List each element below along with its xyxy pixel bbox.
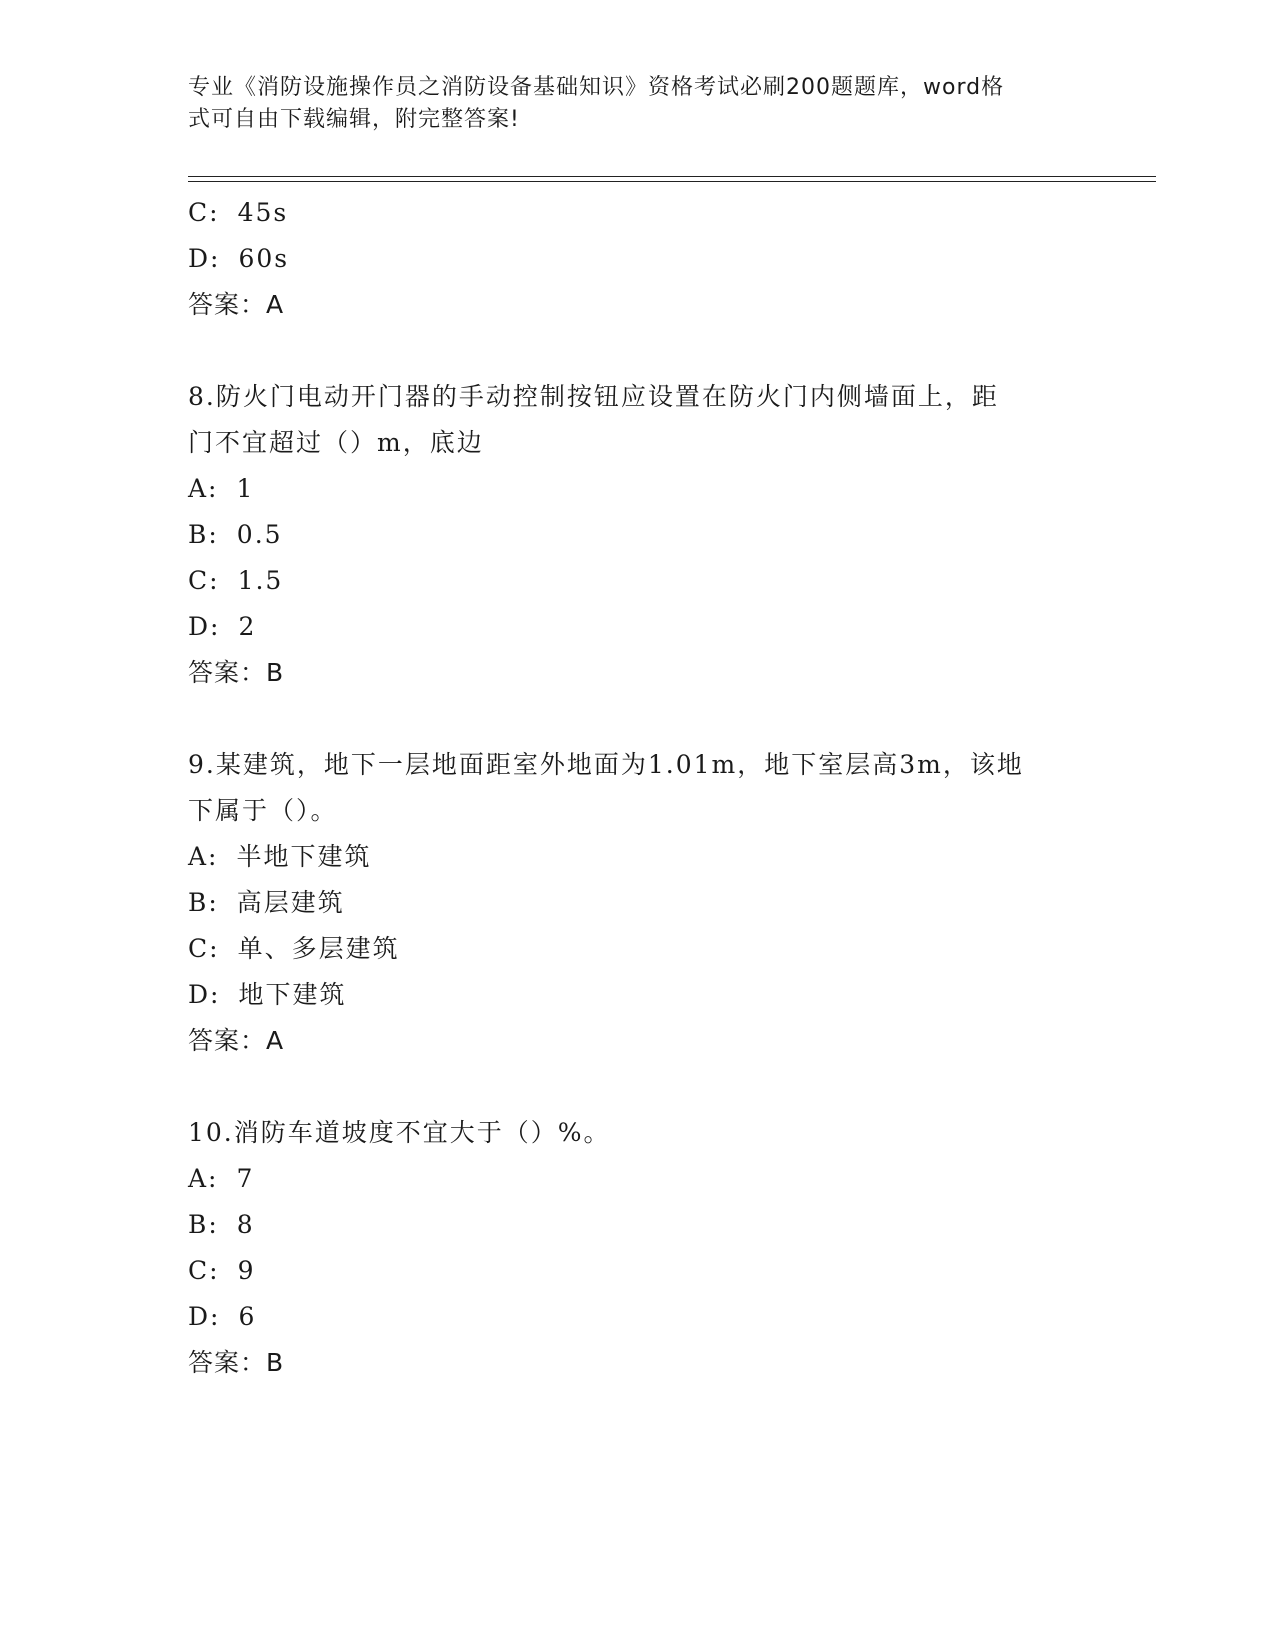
option-d [188, 1294, 1088, 1340]
option-label: D: [188, 244, 221, 273]
option-text: 1 [236, 474, 255, 503]
option-b [188, 880, 1088, 926]
option-text: 半地下建筑 [236, 842, 372, 871]
document-header [188, 72, 1068, 136]
option-text: 1.5 [237, 566, 284, 595]
option-text: 2 [238, 612, 257, 641]
answer-line: 答案：B [188, 1348, 285, 1377]
option-label: A: [188, 842, 219, 871]
option-d [188, 972, 1088, 1018]
option-label: B: [188, 520, 219, 549]
question-stem: 8.防火门电动开门器的手动控制按钮应设置在防火门内侧墙面上，距 [188, 382, 999, 411]
option-text: 0.5 [236, 520, 283, 549]
option-text: 8 [236, 1210, 255, 1239]
option-a [188, 466, 1088, 512]
option-b [188, 512, 1088, 558]
option-c [188, 926, 1088, 972]
question-stem: 10.消防车道坡度不宜大于（）%。 [188, 1118, 611, 1147]
header-divider-bottom [188, 181, 1156, 182]
option-text: 9 [237, 1256, 256, 1285]
question-7-continuation [188, 190, 1088, 328]
answer-line: 答案：A [188, 290, 285, 319]
option-text: 单、多层建筑 [237, 934, 400, 963]
question-stem-continued: 下属于（）。 [188, 796, 338, 825]
option-label: C: [188, 1256, 220, 1285]
option-c [188, 558, 1088, 604]
option-label: B: [188, 1210, 219, 1239]
question-stem-continued: 门不宜超过（）m，底边 [188, 428, 484, 457]
header-divider-top [188, 176, 1156, 177]
question-9 [188, 742, 1088, 1064]
option-label: C: [188, 566, 220, 595]
option-label: A: [188, 474, 219, 503]
header-line-1: 专业《消防设施操作员之消防设备基础知识》资格考试必刷200题题库，word格 [188, 75, 1005, 100]
option-text: 6 [238, 1302, 257, 1331]
option-label: B: [188, 888, 219, 917]
option-label: C: [188, 934, 220, 963]
option-c [188, 190, 1088, 236]
question-stem: 9.某建筑，地下一层地面距室外地面为1.01m，地下室层高3m，该地 [188, 750, 1024, 779]
option-label: A: [188, 1164, 219, 1193]
option-a [188, 834, 1088, 880]
option-text: 高层建筑 [236, 888, 345, 917]
option-b [188, 1202, 1088, 1248]
option-c [188, 1248, 1088, 1294]
option-label: D: [188, 612, 221, 641]
answer-line: 答案：B [188, 658, 285, 687]
question-10 [188, 1110, 1088, 1386]
header-line-2: 式可自由下载编辑，附完整答案! [188, 107, 520, 132]
option-text: 60s [238, 244, 290, 273]
option-label: C: [188, 198, 220, 227]
option-label: D: [188, 980, 221, 1009]
option-label: D: [188, 1302, 221, 1331]
option-text: 地下建筑 [238, 980, 347, 1009]
option-d [188, 236, 1088, 282]
option-text: 7 [236, 1164, 255, 1193]
option-a [188, 1156, 1088, 1202]
option-d [188, 604, 1088, 650]
option-text: 45s [237, 198, 289, 227]
answer-line: 答案：A [188, 1026, 285, 1055]
question-content [188, 190, 1088, 1386]
question-8 [188, 374, 1088, 696]
